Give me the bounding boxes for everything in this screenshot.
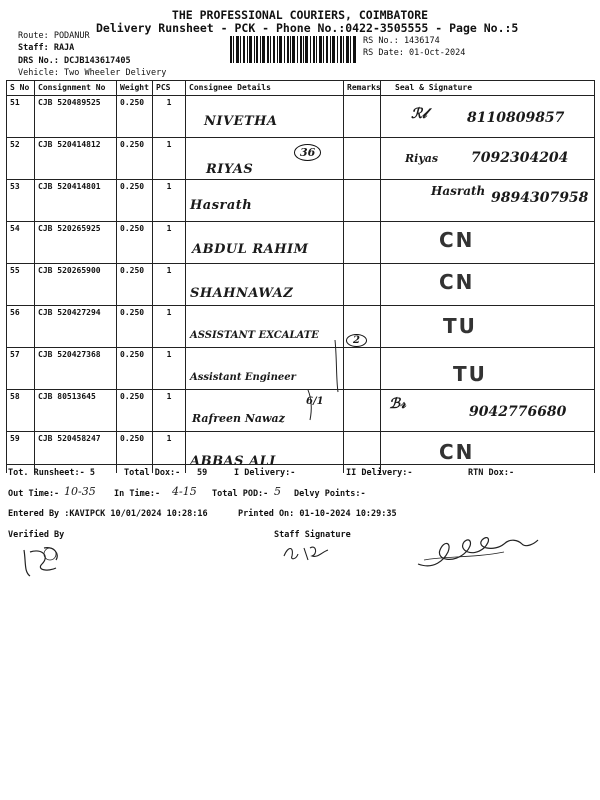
signature-cell [381, 264, 595, 306]
signature-phone: 9042776680 [469, 404, 567, 420]
consignee-cell [186, 432, 344, 474]
consignment-number: CJB 520414812 [35, 138, 117, 180]
consignment-number: CJB 520489525 [35, 96, 117, 138]
signature-cell [381, 138, 595, 180]
consignment-number: CJB 520414801 [35, 180, 117, 222]
ii-delivery: II Delivery:- [346, 468, 413, 478]
signature-mark: CN [439, 440, 475, 464]
pcs: 1 [153, 432, 186, 474]
weight: 0.250 [117, 222, 153, 264]
sno: 53 [7, 180, 35, 222]
table-row [7, 348, 595, 390]
table-row [7, 138, 595, 180]
sno: 51 [7, 96, 35, 138]
table-row [7, 180, 595, 222]
weight: 0.250 [117, 306, 153, 348]
weight: 0.250 [117, 138, 153, 180]
remarks [344, 222, 381, 264]
table-header-row [7, 81, 595, 96]
sno: 57 [7, 348, 35, 390]
pcs: 1 [153, 222, 186, 264]
signature-phone: 9894307958 [491, 190, 589, 206]
consignee-cell [186, 306, 344, 348]
pcs: 1 [153, 348, 186, 390]
consignee-cell [186, 264, 344, 306]
col-header-pcs: PCS [153, 81, 186, 96]
total-pod-value: 5 [274, 485, 281, 498]
total-dox-value: 59 [197, 468, 208, 478]
barcode-image [230, 36, 356, 63]
consignee-name: Assistant Engineer [190, 372, 296, 383]
table-row [7, 96, 595, 138]
remarks-cell [344, 306, 381, 348]
signature-mark: CN [439, 228, 475, 252]
consignment-number: CJB 520427368 [35, 348, 117, 390]
out-time-label: Out Time:- [8, 489, 60, 499]
signature-mark: Riyas [405, 152, 439, 165]
handwritten-note: 36 [294, 144, 321, 161]
total-dox-label: Total Dox:- [124, 468, 181, 478]
weight: 0.250 [117, 390, 153, 432]
consignee-cell [186, 222, 344, 264]
weight: 0.250 [117, 96, 153, 138]
sno: 59 [7, 432, 35, 474]
table-row [7, 264, 595, 306]
staff: Staff: RAJA [18, 43, 75, 53]
sno: 56 [7, 306, 35, 348]
rs-date: RS Date: 01-Oct-2024 [363, 48, 466, 58]
signature-mark: CN [439, 270, 475, 294]
consignee-name: RIYAS [206, 162, 254, 177]
pcs: 1 [153, 96, 186, 138]
total-runsheet: Tot. Runsheet:- 5 [8, 468, 95, 478]
handwritten-note: 6/1 [306, 396, 324, 407]
table-row [7, 306, 595, 348]
pcs: 1 [153, 138, 186, 180]
pcs: 1 [153, 306, 186, 348]
signature-cell [381, 180, 595, 222]
rs-number: RS No.: 1436174 [363, 36, 440, 46]
sno: 52 [7, 138, 35, 180]
consignee-name: Hasrath [190, 198, 253, 213]
sno: 58 [7, 390, 35, 432]
sno: 55 [7, 264, 35, 306]
out-time-value: 10-35 [64, 485, 96, 498]
signature-phone: 7092304204 [471, 150, 569, 166]
weight: 0.250 [117, 348, 153, 390]
remarks [344, 348, 381, 390]
remarks [344, 180, 381, 222]
company-title: THE PROFESSIONAL COURIERS, COIMBATORE [171, 8, 429, 22]
i-delivery: I Delivery:- [234, 468, 296, 478]
col-header-signature: Seal & Signature [381, 81, 595, 96]
consignee-cell [186, 180, 344, 222]
in-time-label: In Time:- [114, 489, 161, 499]
staff-signature-label: Staff Signature [274, 530, 351, 540]
drs-number: DRS No.: DCJB143617405 [18, 56, 131, 66]
consignment-number: CJB 520427294 [35, 306, 117, 348]
consignment-number: CJB 80513645 [35, 390, 117, 432]
consignee-name: SHAHNAWAZ [190, 286, 294, 301]
verifier-signature-image [20, 542, 64, 582]
printed-on: Printed On: 01-10-2024 10:29:35 [238, 509, 397, 519]
staff-initials-image [282, 542, 332, 564]
consignee-name: ASSISTANT EXCALATE [190, 330, 319, 341]
consignment-number: CJB 520265900 [35, 264, 117, 306]
consignee-cell [186, 138, 344, 180]
entered-by: Entered By :KAVIPCK 10/01/2024 10:28:16 [8, 509, 208, 519]
signature-mark: Hasrath [431, 184, 486, 198]
consignee-cell [186, 96, 344, 138]
weight: 0.250 [117, 180, 153, 222]
signature-mark: TU [453, 362, 487, 386]
signature-phone: 8110809857 [467, 110, 565, 126]
runsheet-title: Delivery Runsheet - PCK - Phone No.:0422-3505555 - Page No.:5 [96, 21, 519, 35]
weight: 0.250 [117, 432, 153, 474]
handwritten-note: 2 [346, 334, 367, 347]
consignment-number: CJB 520458247 [35, 432, 117, 474]
weight: 0.250 [117, 264, 153, 306]
remarks [344, 390, 381, 432]
col-header-consignment: Consignment No [35, 81, 117, 96]
table-row [7, 432, 595, 474]
remarks [344, 96, 381, 138]
consignment-number: CJB 520265925 [35, 222, 117, 264]
route: Route: PODANUR [18, 31, 90, 41]
remarks [344, 138, 381, 180]
footer-divider [6, 464, 594, 465]
signature-cell [381, 96, 595, 138]
in-time-value: 4-15 [172, 485, 197, 498]
runsheet-table [6, 80, 595, 473]
col-header-sno: S No [7, 81, 35, 96]
pcs: 1 [153, 390, 186, 432]
col-header-consignee: Consignee Details [186, 81, 344, 96]
consignee-name: NIVETHA [204, 114, 278, 129]
consignee-name: ABBAS ALI [190, 454, 276, 469]
consignee-name: Rafreen Nawaz [192, 412, 285, 425]
verified-by-label: Verified By [8, 530, 65, 540]
col-header-remarks: Remarks [344, 81, 381, 96]
total-pod-label: Total POD:- [212, 489, 269, 499]
sno: 54 [7, 222, 35, 264]
vehicle: Vehicle: Two Wheeler Delivery [18, 68, 167, 78]
table-row [7, 222, 595, 264]
table-row [7, 390, 595, 432]
signature-cell [381, 390, 595, 432]
consignee-name: ABDUL RAHIM [192, 242, 309, 257]
remarks [344, 264, 381, 306]
signature-mark: ℬ𝓇 [389, 396, 406, 412]
consignee-cell [186, 390, 344, 432]
col-header-weight: Weight [117, 81, 153, 96]
signature-cell [381, 222, 595, 264]
delivery-points: Delvy Points:- [294, 489, 366, 499]
signature-mark: ℛ𝓁 [411, 106, 427, 122]
signature-cell [381, 348, 595, 390]
pcs: 1 [153, 180, 186, 222]
consignee-cell [186, 348, 344, 390]
remarks [344, 432, 381, 474]
signature-mark: TU [443, 314, 477, 338]
signature-cell [381, 432, 595, 474]
signature-cell [381, 306, 595, 348]
staff-signature-image [414, 530, 544, 574]
pcs: 1 [153, 264, 186, 306]
rtn-dox: RTN Dox:- [468, 468, 515, 478]
